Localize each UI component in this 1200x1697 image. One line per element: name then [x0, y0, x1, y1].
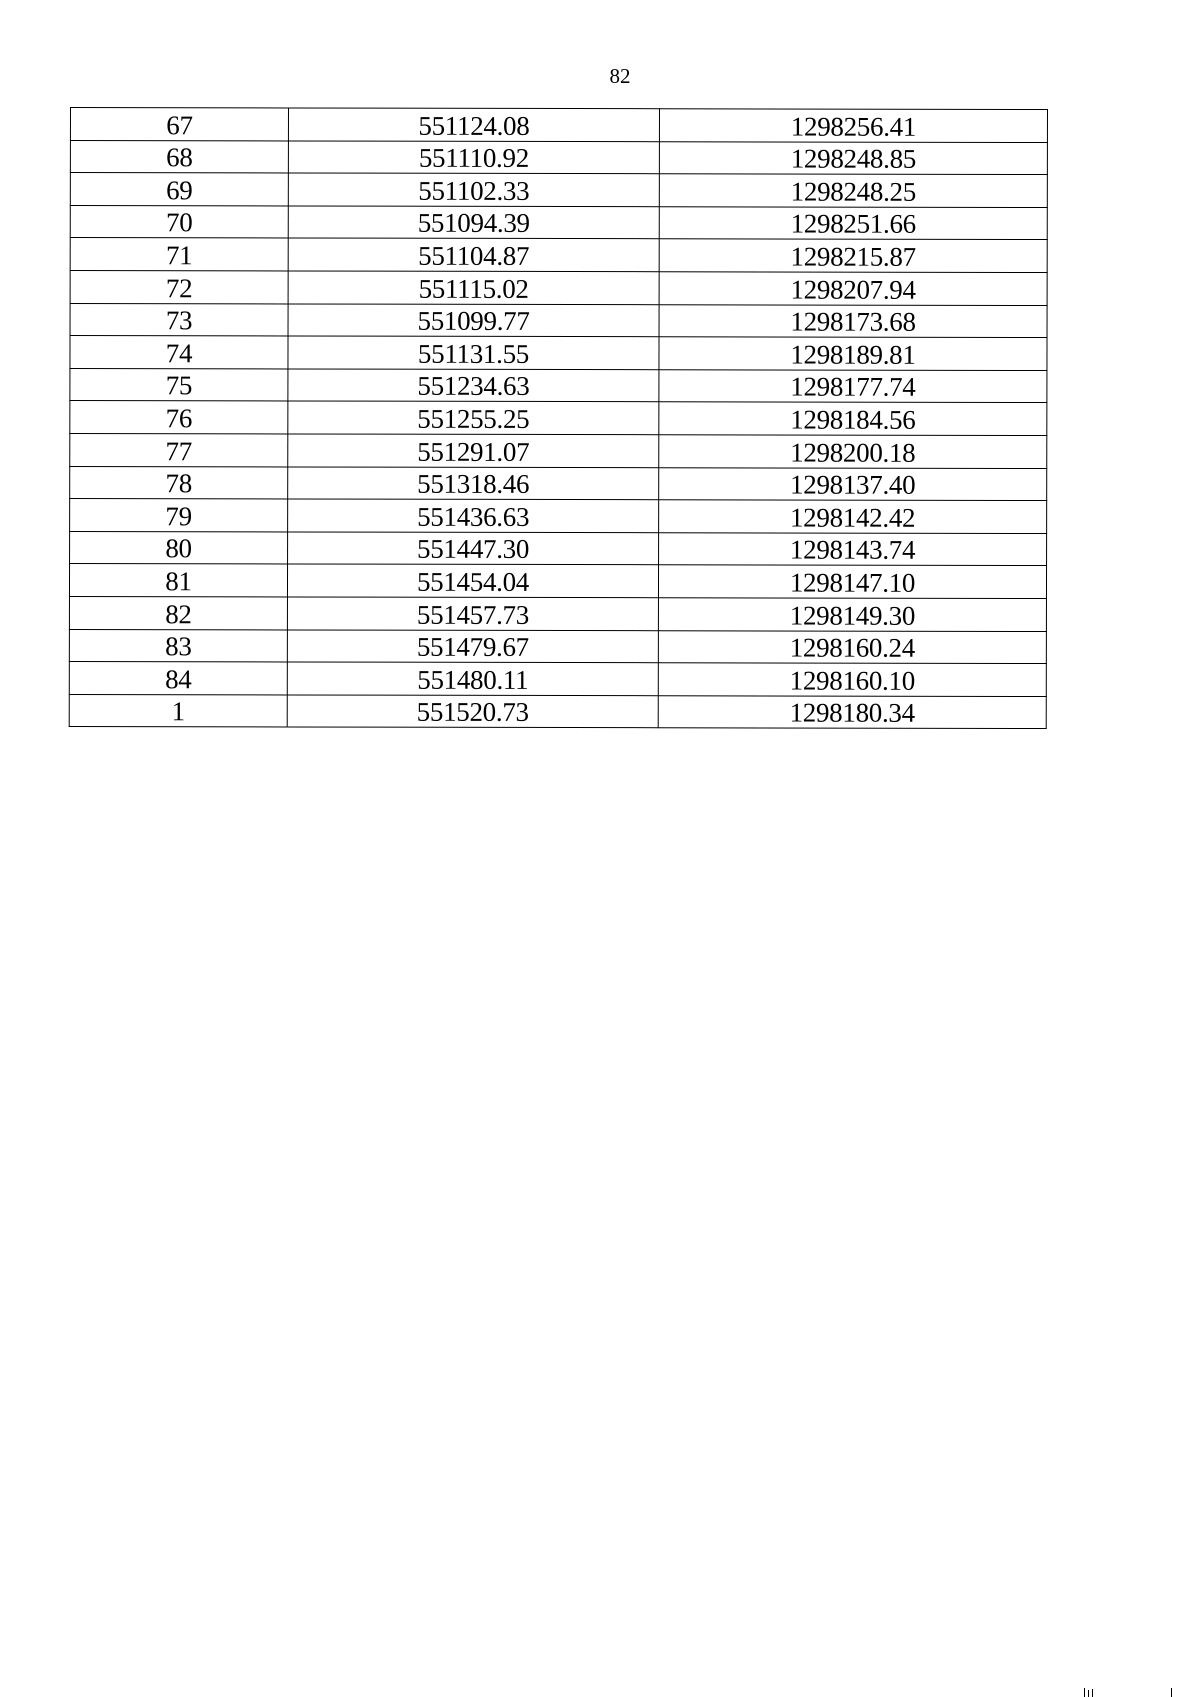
y-coordinate-cell: 1298189.81: [659, 337, 1047, 370]
table-row: [70, 531, 1047, 566]
x-coordinate-cell: 551318.46: [288, 466, 659, 499]
x-coordinate-cell: 551104.87: [288, 238, 659, 271]
table-row: [69, 564, 1046, 599]
x-coordinate-cell: 551447.30: [288, 532, 659, 565]
point-number-cell: 79: [70, 499, 288, 532]
point-number-cell: 74: [70, 336, 288, 369]
y-coordinate-cell: 1298248.85: [659, 141, 1047, 174]
x-coordinate-cell: 551480.11: [287, 662, 658, 695]
point-number-cell: 75: [70, 368, 288, 401]
point-number-cell: 72: [70, 270, 288, 303]
x-coordinate-cell: 551454.04: [287, 564, 658, 597]
y-coordinate-cell: 1298137.40: [659, 467, 1047, 500]
scan-artifact-mark: [1084, 1688, 1085, 1697]
point-number-cell: 1: [69, 694, 287, 727]
x-coordinate-cell: 551094.39: [288, 206, 659, 239]
table-row: [70, 140, 1047, 175]
x-coordinate-cell: 551115.02: [288, 271, 659, 304]
table-row: [69, 629, 1046, 664]
point-number-cell: 71: [70, 238, 288, 271]
table-row: [70, 433, 1047, 468]
x-coordinate-cell: 551255.25: [288, 401, 659, 434]
x-coordinate-cell: 551099.77: [288, 304, 659, 337]
point-number-cell: 69: [70, 173, 288, 206]
x-coordinate-cell: 551102.33: [288, 173, 659, 206]
table-row: [70, 270, 1047, 305]
table-row: [70, 499, 1047, 534]
point-number-cell: 81: [69, 564, 287, 597]
x-coordinate-cell: 551124.08: [288, 108, 659, 141]
table-row: [70, 466, 1047, 501]
scan-artifact-mark: [1088, 1690, 1089, 1697]
y-coordinate-cell: 1298160.10: [658, 663, 1046, 696]
point-number-cell: 70: [70, 205, 288, 238]
y-coordinate-cell: 1298142.42: [659, 500, 1047, 533]
table-row: [70, 108, 1047, 143]
x-coordinate-cell: 551131.55: [288, 336, 659, 369]
point-number-cell: 76: [70, 401, 288, 434]
scan-artifact-mark: [1171, 1688, 1172, 1697]
y-coordinate-cell: 1298147.10: [658, 565, 1046, 598]
y-coordinate-cell: 1298160.24: [658, 630, 1046, 663]
table-row: [69, 662, 1046, 697]
point-number-cell: 73: [70, 303, 288, 336]
table-row: [70, 401, 1047, 436]
table-row: [70, 336, 1047, 371]
y-coordinate-cell: 1298180.34: [658, 695, 1046, 728]
x-coordinate-cell: 551291.07: [288, 434, 659, 467]
table-row: [70, 368, 1047, 403]
coordinates-table: [69, 107, 1048, 729]
point-number-cell: 84: [69, 662, 287, 695]
table-row: [70, 205, 1047, 240]
y-coordinate-cell: 1298200.18: [659, 435, 1047, 468]
point-number-cell: 78: [70, 466, 288, 499]
y-coordinate-cell: 1298184.56: [659, 402, 1047, 435]
y-coordinate-cell: 1298256.41: [659, 109, 1047, 142]
y-coordinate-cell: 1298143.74: [659, 532, 1047, 565]
y-coordinate-cell: 1298251.66: [659, 207, 1047, 240]
point-number-cell: 77: [70, 433, 288, 466]
y-coordinate-cell: 1298177.74: [659, 369, 1047, 402]
point-number-cell: 83: [69, 629, 287, 662]
table-body: [69, 108, 1047, 729]
point-number-cell: 68: [70, 140, 288, 173]
y-coordinate-cell: 1298173.68: [659, 304, 1047, 337]
scan-artifact-mark: [1092, 1689, 1093, 1697]
y-coordinate-cell: 1298207.94: [659, 272, 1047, 305]
point-number-cell: 82: [69, 596, 287, 629]
x-coordinate-cell: 551479.67: [287, 629, 658, 662]
x-coordinate-cell: 551436.63: [288, 499, 659, 532]
table-row: [70, 238, 1047, 273]
x-coordinate-cell: 551457.73: [287, 597, 658, 630]
y-coordinate-cell: 1298248.25: [659, 174, 1047, 207]
point-number-cell: 80: [70, 531, 288, 564]
point-number-cell: 67: [70, 108, 288, 141]
table-row: [70, 303, 1047, 338]
table-row: [70, 173, 1047, 208]
x-coordinate-cell: 551110.92: [288, 141, 659, 174]
y-coordinate-cell: 1298215.87: [659, 239, 1047, 272]
table-row: [69, 596, 1046, 631]
x-coordinate-cell: 551234.63: [288, 369, 659, 402]
y-coordinate-cell: 1298149.30: [658, 598, 1046, 631]
x-coordinate-cell: 551520.73: [287, 695, 658, 728]
table-row: [69, 694, 1046, 729]
page-number: 82: [609, 64, 631, 88]
